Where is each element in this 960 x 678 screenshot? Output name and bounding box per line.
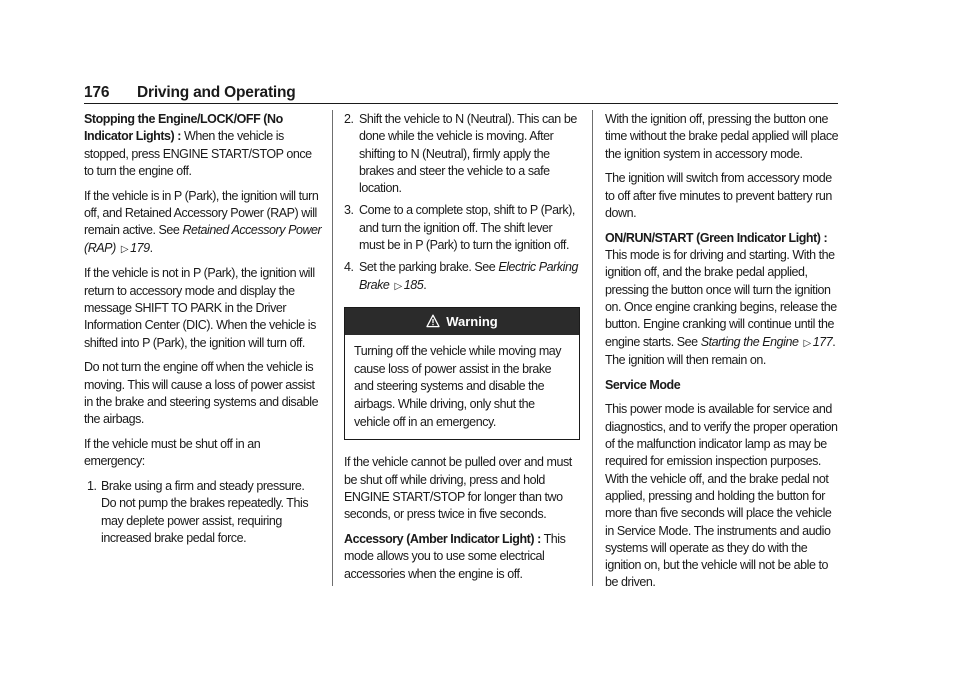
- paragraph-service-mode: This power mode is available for service and diagnostics, and to verify the proper operation of the malfunction indicator lamp as may be required for emission inspection purposes. With the vehicle off, and the brake pedal not applied, pressing and holding the button for more than five seconds will place the vehicle in Service Mode. The instruments and audio systems will operate as they do with the ignition on, but the vehicle will not be able to be driven.: [605, 402, 838, 590]
- page-reference-number[interactable]: 177: [812, 334, 833, 349]
- list-item: 4. Set the parking brake. See Electric Parking Brake ▷ 185.: [344, 260, 578, 292]
- step-text: Set the parking brake. See: [359, 260, 499, 275]
- term-label-lock-off: Stopping the Engine/LOCK/OFF (No Indicator Lights) :: [84, 112, 283, 144]
- paragraph-accessory-timeout: The ignition will switch from accessory mode to off after five minutes to prevent battery run down.: [605, 171, 832, 220]
- page-number: 176: [84, 84, 110, 101]
- page-reference-arrow-icon: ▷: [120, 243, 129, 255]
- list-item: [344, 111, 580, 197]
- column-divider-left: [332, 110, 333, 586]
- header-rule: [84, 103, 838, 104]
- paragraph-emergency-intro: If the vehicle must be shut off in an emergency:: [84, 437, 261, 469]
- page-reference-number[interactable]: 185: [403, 277, 424, 292]
- column-divider-right: [592, 110, 593, 586]
- step-text: Brake using a firm and steady pressure. Do not pump the brakes repeatedly. This may deplete power assist, requiring increased brake pedal force.: [101, 479, 309, 546]
- paragraph-text: If the vehicle is in P (Park), the ignition will turn off, and Retained Accessory Power (RAP) will remain active. See: [84, 188, 319, 238]
- warning-triangle-icon: [426, 314, 440, 328]
- step-number: 1.: [87, 479, 97, 494]
- emergency-steps-list: [84, 478, 322, 547]
- warning-header: [345, 308, 579, 335]
- step-text: Shift the vehicle to N (Neutral). This can be done while the vehicle is moving. After shifting to N (Neutral), firmly apply the brakes and steer the vehicle to a safe location.: [359, 112, 577, 196]
- paragraph-stopping-engine: [84, 111, 322, 180]
- paragraph-park-ignition: If the vehicle is in P (Park), the ignition will turn off, and Retained Accessory Power (RAP) will remain active. See Retained Accessory Power (RAP) ▷ 179.: [84, 188, 322, 255]
- paragraph-not-in-park: If the vehicle is not in P (Park), the ignition will return to accessory mode and display the message SHIFT TO PARK in the Driver Information Center (DIC). When the vehicle is shifted into P (Park), the ignition will turn off.: [84, 266, 316, 350]
- list-item: [84, 478, 322, 547]
- list-item: [344, 202, 580, 254]
- step-number: 3.: [344, 203, 354, 218]
- cross-reference-link[interactable]: Electric Parking Brake: [359, 260, 578, 292]
- page-reference-arrow-icon: ▷: [394, 280, 402, 292]
- warning-text: Turning off the vehicle while moving may cause loss of power assist in the brake and steering systems and disable the airbags. While driving, only shut the vehicle off in an emergency.: [354, 343, 562, 429]
- paragraph-do-not-turn-off: Do not turn the engine off when the vehicle is moving. This will cause a loss of power assist in the brake and steering systems and disable the airbags.: [84, 360, 319, 427]
- left-column: [84, 111, 322, 555]
- page-reference-number[interactable]: 179: [130, 240, 150, 255]
- paragraph-ignition-off-accessory: With the ignition off, pressing the button one time without the brake pedal applied will place the ignition system in accessory mode.: [605, 112, 839, 161]
- paragraph-on-run-start: [605, 230, 841, 369]
- term-label-on-run-start: ON/RUN/START (Green Indicator Light) :: [605, 230, 828, 245]
- right-column: [605, 111, 841, 599]
- paragraph-text: This mode is for driving and starting. With the ignition off, and the brake pedal applied, pressing the button once will turn the ignition on. Once engine cranking begins, release the button. Engine cranking will continue until the engine starts. See: [605, 248, 837, 349]
- step-number: 2.: [344, 112, 354, 126]
- term-label-accessory: Accessory (Amber Indicator Light) :: [344, 532, 541, 547]
- page-reference-arrow-icon: ▷: [803, 337, 811, 349]
- paragraph-text: . The ignition will then remain on.: [605, 334, 836, 367]
- paragraph-accessory-mode: [344, 531, 580, 583]
- paragraph-text: When the vehicle is stopped, press ENGINE START/STOP once to turn the engine off.: [84, 129, 312, 178]
- warning-box: [344, 307, 580, 441]
- subheading-service-mode: Service Mode: [605, 377, 681, 392]
- paragraph-text: This mode allows you to use some electrical accessories when the engine is off.: [344, 532, 566, 581]
- cross-reference-link[interactable]: Retained Accessory Power (RAP): [84, 223, 322, 255]
- section-title: Driving and Operating: [137, 84, 296, 101]
- step-number: 4.: [344, 260, 354, 275]
- paragraph-cannot-pull-over: If the vehicle cannot be pulled over and must be shut off while driving, press and hold ENGINE START/STOP for longer than two seconds, or press twice in five seconds.: [344, 455, 572, 522]
- emergency-steps-list-continued: [344, 111, 580, 295]
- middle-column: [344, 111, 580, 591]
- step-text: Come to a complete stop, shift to P (Park), and turn the ignition off. The shift lever must be in P (Park) to turn the ignition off.: [359, 203, 575, 253]
- cross-reference-link[interactable]: Starting the Engine: [700, 334, 799, 349]
- warning-title: Warning: [446, 313, 498, 329]
